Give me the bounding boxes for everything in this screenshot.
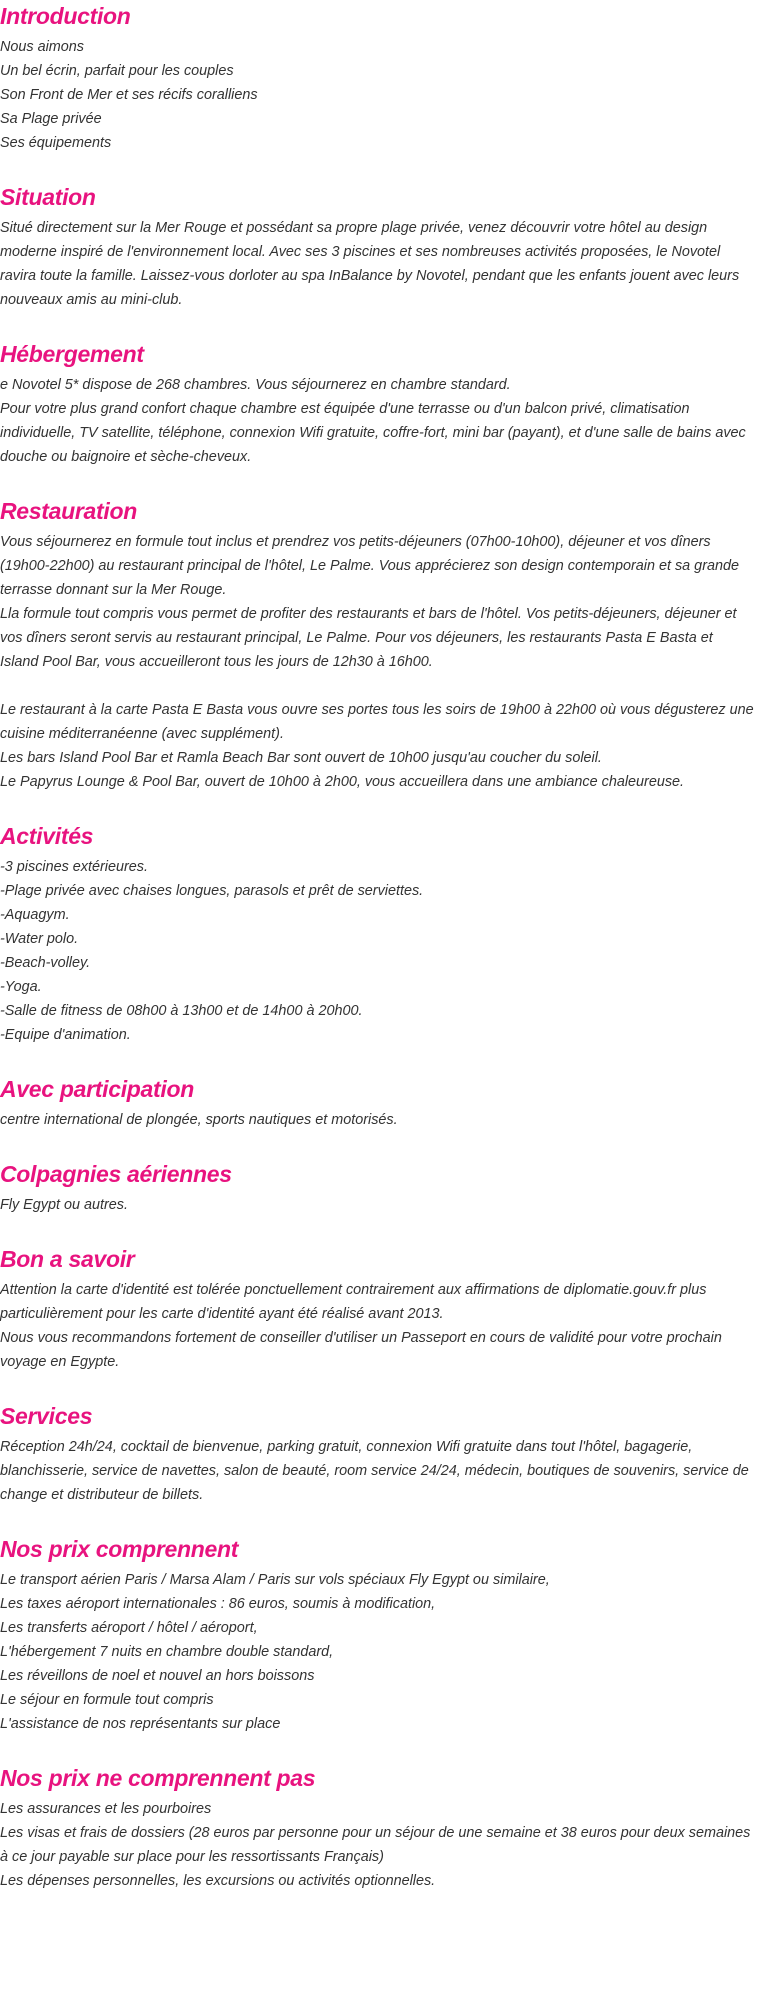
section-line: -Equipe d'animation. bbox=[0, 1027, 131, 1043]
section-activites bbox=[0, 820, 754, 1047]
section-line: Fly Egypt ou autres. bbox=[0, 1197, 128, 1213]
section-line: Ses équipements bbox=[0, 135, 112, 151]
section-body bbox=[0, 1108, 754, 1132]
section-line: Les transferts aéroport / hôtel / aéroport, bbox=[0, 1620, 258, 1636]
section-title: Introduction bbox=[0, 3, 131, 29]
section-line: Lla formule tout compris vous permet de profiter des restaurants et bars de l'hôtel. Vos petits-déjeuners, déjeuner et vos dîners seront servis au restaurant principal, Le Palme. Pour vos déjeuners, les restaurants Pasta E Basta et Island Pool Bar, vous accueilleront tous les jours de 12h30 à 16h00. bbox=[0, 606, 737, 670]
section-title: Bon a savoir bbox=[0, 1246, 135, 1272]
section-services bbox=[0, 1400, 754, 1507]
section-line: Pour votre plus grand confort chaque chambre est équipée d'une terrasse ou d'un balcon privé, climatisation individuelle, TV satellite, téléphone, connexion Wifi gratuite, coffre-fort, mini bar (payant), et d'une salle de bains avec douche ou baignoire et sèche-cheveux. bbox=[0, 401, 746, 465]
section-body bbox=[0, 530, 754, 794]
section-line bbox=[0, 674, 754, 698]
section-line: -Water polo. bbox=[0, 931, 79, 947]
section-title: Services bbox=[0, 1403, 93, 1429]
section-nos-prix-ne-comprennent-pas bbox=[0, 1762, 754, 1893]
section-introduction bbox=[0, 0, 754, 155]
section-line: -Plage privée avec chaises longues, parasols et prêt de serviettes. bbox=[0, 883, 424, 899]
section-title: Restauration bbox=[0, 498, 137, 524]
section-title: Hébergement bbox=[0, 341, 144, 367]
section-title: Nos prix ne comprennent pas bbox=[0, 1765, 316, 1791]
section-restauration bbox=[0, 495, 754, 794]
section-nos-prix-comprennent bbox=[0, 1533, 754, 1736]
section-line: Les dépenses personnelles, les excursions ou activités optionnelles. bbox=[0, 1873, 436, 1889]
section-body bbox=[0, 35, 754, 155]
section-body bbox=[0, 1278, 754, 1374]
section-body bbox=[0, 1568, 754, 1736]
section-body bbox=[0, 216, 754, 312]
section-line: Le Papyrus Lounge & Pool Bar, ouvert de 10h00 à 2h00, vous accueillera dans une ambiance chaleureuse. bbox=[0, 774, 685, 790]
section-title: Activités bbox=[0, 823, 94, 849]
section-line: Le transport aérien Paris / Marsa Alam / Paris sur vols spéciaux Fly Egypt ou similaire, bbox=[0, 1572, 550, 1588]
section-body bbox=[0, 1435, 754, 1507]
section-line: Vous séjournerez en formule tout inclus et prendrez vos petits-déjeuners (07h00-10h00), déjeuner et vos dîners (19h00-22h00) au restaurant principal de l'hôtel, Le Palme. Vous apprécierez son design contemporain et sa grande terrasse donnant sur la Mer Rouge. bbox=[0, 534, 739, 598]
section-line: -Aquagym. bbox=[0, 907, 70, 923]
section-line: -Salle de fitness de 08h00 à 13h00 et de 14h00 à 20h00. bbox=[0, 1003, 363, 1019]
section-hebergement bbox=[0, 338, 754, 469]
section-title: Avec participation bbox=[0, 1076, 194, 1102]
section-line: L'hébergement 7 nuits en chambre double standard, bbox=[0, 1644, 334, 1660]
section-line: Les bars Island Pool Bar et Ramla Beach Bar sont ouvert de 10h00 jusqu'au coucher du soleil. bbox=[0, 750, 602, 766]
section-colpagnies-aeriennes bbox=[0, 1158, 754, 1217]
section-body bbox=[0, 373, 754, 469]
section-body bbox=[0, 1797, 754, 1893]
section-body bbox=[0, 1193, 754, 1217]
section-line: Les taxes aéroport internationales : 86 euros, soumis à modification, bbox=[0, 1596, 436, 1612]
section-line: -Yoga. bbox=[0, 979, 42, 995]
section-line: Le restaurant à la carte Pasta E Basta vous ouvre ses portes tous les soirs de 19h00 à 22h00 où vous dégusterez une cuisine méditerranéenne (avec supplément). bbox=[0, 702, 754, 742]
section-line: Les visas et frais de dossiers (28 euros par personne pour un séjour de une semaine et 38 euros pour deux semaines à ce jour payable sur place pour les ressortissants Français) bbox=[0, 1825, 751, 1865]
section-situation bbox=[0, 181, 754, 312]
section-line: Réception 24h/24, cocktail de bienvenue, parking gratuit, connexion Wifi gratuite dans tout l'hôtel, bagagerie, blanchisserie, service de navettes, salon de beauté, room service 24/24, médecin, boutiques de souvenirs, service de change et distributeur de billets. bbox=[0, 1439, 749, 1503]
section-title: Nos prix comprennent bbox=[0, 1536, 239, 1562]
section-line: Situé directement sur la Mer Rouge et possédant sa propre plage privée, venez découvrir votre hôtel au design moderne inspiré de l'environnement local. Avec ses 3 piscines et ses nombreuses activités proposées, le Novotel ravira toute la famille. Laissez-vous dorloter au spa InBalance by Novotel, pendant que les enfants jouent avec leurs nouveaux amis au mini-club. bbox=[0, 220, 740, 308]
section-line: Nous vous recommandons fortement de conseiller d'utiliser un Passeport en cours de validité pour votre prochain voyage en Egypte. bbox=[0, 1330, 722, 1370]
section-line: Sa Plage privée bbox=[0, 111, 102, 127]
section-line: Les assurances et les pourboires bbox=[0, 1801, 212, 1817]
section-line: Nous aimons bbox=[0, 39, 84, 55]
section-title: Situation bbox=[0, 184, 96, 210]
section-line: e Novotel 5* dispose de 268 chambres. Vous séjournerez en chambre standard. bbox=[0, 377, 511, 393]
section-line: Un bel écrin, parfait pour les couples bbox=[0, 63, 234, 79]
section-line: Le séjour en formule tout compris bbox=[0, 1692, 214, 1708]
section-line: Attention la carte d'identité est tolérée ponctuellement contrairement aux affirmations de diplomatie.gouv.fr plus particulièrement pour les carte d'identité ayant été réalisé avant 2013. bbox=[0, 1282, 707, 1322]
section-line: -3 piscines extérieures. bbox=[0, 859, 148, 875]
section-line: centre international de plongée, sports nautiques et motorisés. bbox=[0, 1112, 398, 1128]
section-avec-participation bbox=[0, 1073, 754, 1132]
section-line: Son Front de Mer et ses récifs coralliens bbox=[0, 87, 258, 103]
section-title: Colpagnies aériennes bbox=[0, 1161, 232, 1187]
section-line: Les réveillons de noel et nouvel an hors boissons bbox=[0, 1668, 315, 1684]
section-line: L'assistance de nos représentants sur place bbox=[0, 1716, 281, 1732]
section-bon-a-savoir bbox=[0, 1243, 754, 1374]
section-body bbox=[0, 855, 754, 1047]
section-line: -Beach-volley. bbox=[0, 955, 91, 971]
